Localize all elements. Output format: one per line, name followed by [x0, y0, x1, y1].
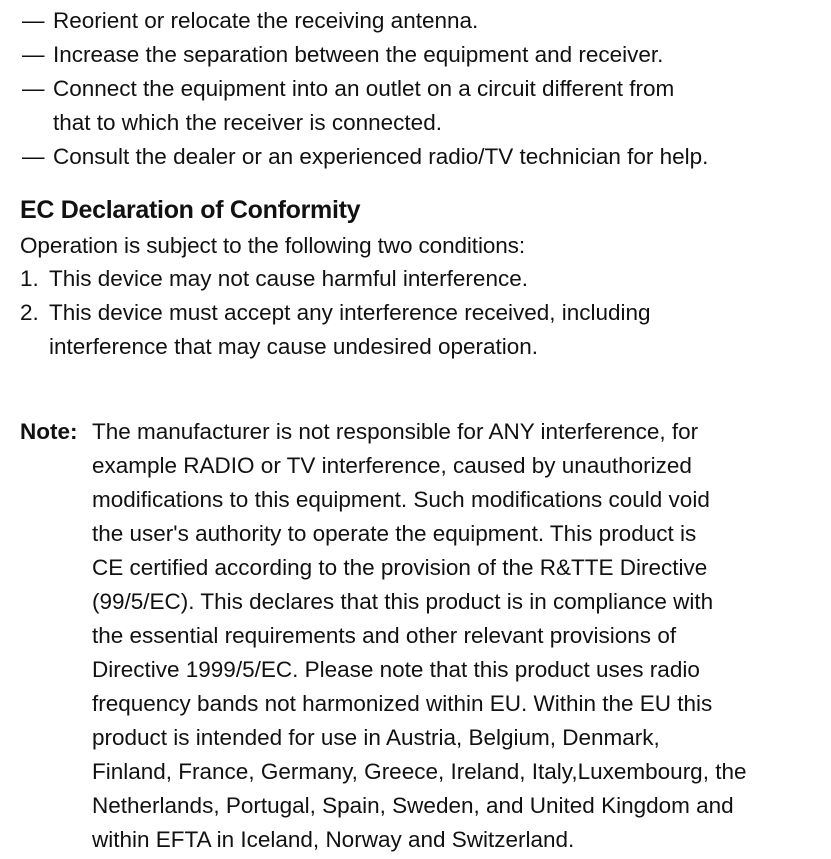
measure-text: Reorient or relocate the receiving antenna.: [53, 8, 479, 33]
condition-number: 1.: [20, 266, 39, 291]
condition-text: This device may not cause harmful interference.: [49, 266, 528, 291]
dash-bullet: —: [22, 76, 45, 101]
note-line: modifications to this equipment. Such modifications could void: [92, 487, 710, 512]
condition-text-continued: interference that may cause undesired operation.: [49, 334, 539, 359]
dash-bullet: —: [22, 42, 45, 67]
note-line: product is intended for use in Austria, Belgium, Denmark,: [92, 725, 660, 750]
note-line: the essential requirements and other relevant provisions of: [92, 623, 677, 648]
ec-intro-text: Operation is subject to the following two conditions:: [20, 233, 525, 258]
note-line: Finland, France, Germany, Greece, Ireland, Italy,Luxembourg, the: [92, 759, 747, 784]
note-line: The manufacturer is not responsible for ANY interference, for: [92, 419, 699, 444]
measure-text-continued: that to which the receiver is connected.: [53, 110, 442, 135]
note-line: Netherlands, Portugal, Spain, Sweden, and United Kingdom and: [92, 793, 734, 818]
ec-declaration-heading: EC Declaration of Conformity: [20, 196, 361, 224]
condition-text: This device must accept any interference received, including: [49, 300, 651, 325]
note-line: example RADIO or TV interference, caused by unauthorized: [92, 453, 692, 478]
measure-text: Increase the separation between the equipment and receiver.: [53, 42, 664, 67]
note-line: (99/5/EC). This declares that this product is in compliance with: [92, 589, 714, 614]
note-line: Directive 1999/5/EC. Please note that this product uses radio: [92, 657, 700, 682]
measure-text: Consult the dealer or an experienced radio/TV technician for help.: [53, 144, 709, 169]
dash-bullet: —: [22, 144, 45, 169]
dash-bullet: —: [22, 8, 45, 33]
note-line: CE certified according to the provision of the R&TTE Directive: [92, 555, 708, 580]
note-line: the user's authority to operate the equipment. This product is: [92, 521, 697, 546]
condition-number: 2.: [20, 300, 39, 325]
note-line: frequency bands not harmonized within EU. Within the EU this: [92, 691, 713, 716]
note-line: within EFTA in Iceland, Norway and Switzerland.: [92, 827, 575, 852]
measure-text: Connect the equipment into an outlet on a circuit different from: [53, 76, 675, 101]
note-label: Note:: [20, 419, 78, 444]
